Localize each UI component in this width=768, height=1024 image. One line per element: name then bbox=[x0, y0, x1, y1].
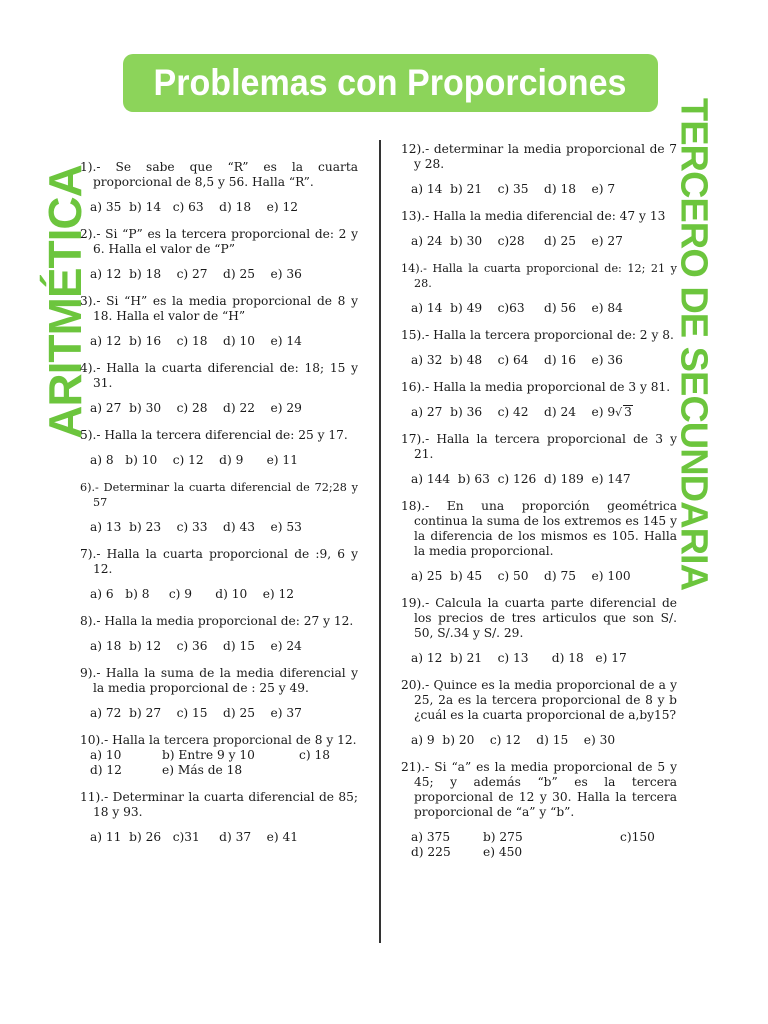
title-banner bbox=[123, 54, 658, 112]
problem-6 bbox=[80, 480, 358, 535]
option-b: b) Entre 9 y 10 bbox=[162, 748, 255, 762]
option-e: e) Más de 18 bbox=[162, 763, 243, 777]
option-e: e) 450 bbox=[483, 845, 523, 859]
answer-options bbox=[401, 830, 677, 860]
problem-8 bbox=[80, 614, 358, 654]
question-text: 21).- Si “a” es la media proporcional de 5 y 45; y además “b” es la tercera proporcional de 12 y 30. Halla la tercera proporcional de “a” y “b”. bbox=[401, 760, 677, 819]
answer-options: a) 13 b) 23 c) 33 d) 43 e) 53 bbox=[90, 520, 302, 534]
option-c: c)150 bbox=[620, 830, 655, 844]
problem-21 bbox=[401, 760, 677, 860]
question-text: 18).- En una proporción geométrica continua la suma de los extremos es 145 y la diferencia de los mismos es 105. Halla la media proporcional. bbox=[401, 499, 677, 558]
question-text: 7).- Halla la cuarta proporcional de :9, 6 y 12. bbox=[80, 547, 358, 576]
answer-options: a) 14 b) 49 c)63 d) 56 e) 84 bbox=[411, 301, 623, 315]
problem-16 bbox=[401, 380, 677, 420]
problem-13 bbox=[401, 209, 677, 249]
radicand: 3 bbox=[624, 405, 632, 419]
option-d: d) 12 bbox=[90, 763, 122, 777]
answer-options: a) 11 b) 26 c)31 d) 37 e) 41 bbox=[90, 830, 298, 844]
answer-options: a) 8 b) 10 c) 12 d) 9 e) 11 bbox=[90, 453, 298, 467]
answer-options: a) 32 b) 48 c) 64 d) 16 e) 36 bbox=[411, 353, 623, 367]
question-text: 12).- determinar la media proporcional de 7 y 28. bbox=[401, 142, 677, 171]
problem-15 bbox=[401, 328, 677, 368]
sqrt-icon: √ bbox=[615, 406, 623, 419]
answer-options: a) 9 b) 20 c) 12 d) 15 e) 30 bbox=[411, 733, 616, 747]
answer-options: a) 24 b) 30 c)28 d) 25 e) 27 bbox=[411, 234, 623, 248]
problem-20 bbox=[401, 678, 677, 748]
right-column bbox=[401, 142, 677, 872]
problem-5 bbox=[80, 428, 358, 468]
problem-14 bbox=[401, 261, 677, 316]
answer-options: a) 12 b) 16 c) 18 d) 10 e) 14 bbox=[90, 334, 302, 348]
option-d: d) 225 bbox=[411, 845, 451, 859]
option-c: c) 18 bbox=[299, 748, 330, 762]
answer-options: a) 35 b) 14 c) 63 d) 18 e) 12 bbox=[90, 200, 298, 214]
question-text: 8).- Halla la media proporcional de: 27 y 12. bbox=[80, 614, 354, 628]
question-text: 15).- Halla la tercera proporcional de: 2 y 8. bbox=[401, 328, 674, 342]
problem-18 bbox=[401, 499, 677, 584]
question-text: 1).- Se sabe que “R” es la cuarta proporcional de 8,5 y 56. Halla “R”. bbox=[80, 160, 358, 189]
answer-options: a) 18 b) 12 c) 36 d) 15 e) 24 bbox=[90, 639, 302, 653]
left-column bbox=[80, 160, 358, 857]
side-title-left-text: ARITMÉTICA bbox=[39, 165, 91, 439]
question-text: 14).- Halla la cuarta proporcional de: 12; 21 y 28. bbox=[401, 262, 677, 290]
problem-10 bbox=[80, 733, 358, 778]
problem-7 bbox=[80, 547, 358, 602]
answer-options: a) 25 b) 45 c) 50 d) 75 e) 100 bbox=[411, 569, 631, 583]
problem-17 bbox=[401, 432, 677, 487]
question-text: 6).- Determinar la cuarta diferencial de 72;28 y 57 bbox=[80, 481, 358, 509]
problem-11 bbox=[80, 790, 358, 845]
question-text: 4).- Halla la cuarta diferencial de: 18; 15 y 31. bbox=[80, 361, 358, 390]
problem-12 bbox=[401, 142, 677, 197]
page-title: Problemas con Proporciones bbox=[154, 62, 627, 103]
question-text: 3).- Si “H” es la media proporcional de 8 y 18. Halla el valor de “H” bbox=[80, 294, 358, 323]
question-text: 20).- Quince es la media proporcional de a y 25, 2a es la tercera proporcional de 8 y b ¿cuál es la cuarta proporcional de a,by15? bbox=[401, 678, 677, 722]
question-text: 19).- Calcula la cuarta parte diferencial de los precios de tres articulos que son S/. 50, S/.34 y S/. 29. bbox=[401, 596, 677, 640]
answer-options bbox=[80, 748, 358, 778]
options-text: a) 27 b) 36 c) 42 d) 24 e) 9 bbox=[411, 405, 616, 419]
problem-1 bbox=[80, 160, 358, 215]
question-text: 10).- Halla la tercera proporcional de 8 y 12. bbox=[80, 733, 357, 747]
question-text: 11).- Determinar la cuarta diferencial de 85; 18 y 93. bbox=[80, 790, 358, 819]
question-text: 13).- Halla la media diferencial de: 47 y 13 bbox=[401, 209, 666, 223]
problem-2 bbox=[80, 227, 358, 282]
question-text: 17).- Halla la tercera proporcional de 3 y 21. bbox=[401, 432, 677, 461]
problem-9 bbox=[80, 666, 358, 721]
answer-options: a) 12 b) 18 c) 27 d) 25 e) 36 bbox=[90, 267, 302, 281]
answer-options: a) 144 b) 63 c) 126 d) 189 e) 147 bbox=[411, 472, 631, 486]
answer-options: a) 6 b) 8 c) 9 d) 10 e) 12 bbox=[90, 587, 295, 601]
answer-options: a) 27 b) 30 c) 28 d) 22 e) 29 bbox=[90, 401, 302, 415]
answer-options bbox=[401, 405, 677, 420]
option-a: a) 10 bbox=[90, 748, 122, 762]
side-title-right-text: TERCERO DE SECUNDARIA bbox=[672, 97, 715, 591]
option-b: b) 275 bbox=[483, 830, 523, 844]
column-divider bbox=[379, 140, 381, 943]
option-a: a) 375 bbox=[411, 830, 451, 844]
answer-options: a) 14 b) 21 c) 35 d) 18 e) 7 bbox=[411, 182, 616, 196]
question-text: 16).- Halla la media proporcional de 3 y 81. bbox=[401, 380, 671, 394]
question-text: 5).- Halla la tercera diferencial de: 25 y 17. bbox=[80, 428, 348, 442]
question-text: 9).- Halla la suma de la media diferencial y la media proporcional de : 25 y 49. bbox=[80, 666, 358, 695]
question-text: 2).- Si “P” es la tercera proporcional de: 2 y 6. Halla el valor de “P” bbox=[80, 227, 358, 256]
answer-options: a) 12 b) 21 c) 13 d) 18 e) 17 bbox=[411, 651, 627, 665]
problem-19 bbox=[401, 596, 677, 666]
problem-4 bbox=[80, 361, 358, 416]
answer-options: a) 72 b) 27 c) 15 d) 25 e) 37 bbox=[90, 706, 302, 720]
problem-3 bbox=[80, 294, 358, 349]
